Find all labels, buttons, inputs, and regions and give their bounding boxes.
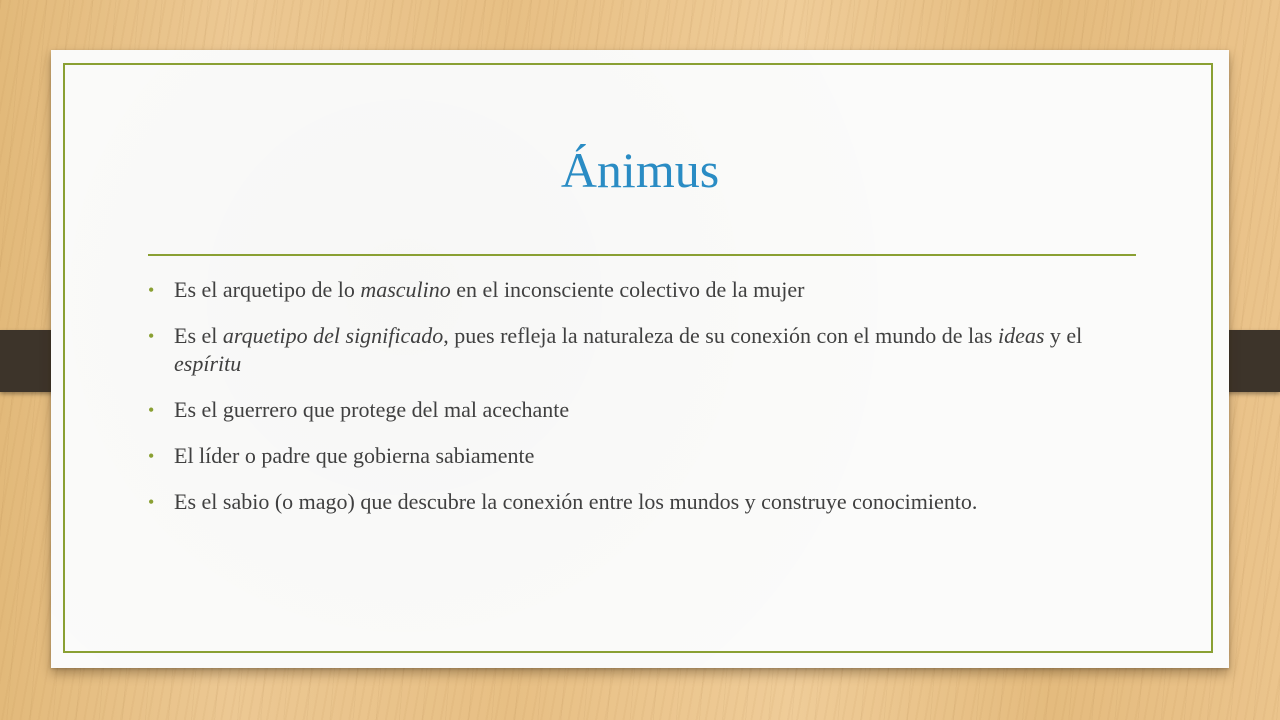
bullet-item	[148, 322, 1148, 378]
bullet-item	[148, 276, 1148, 304]
bullet-dot-icon: •	[148, 400, 155, 420]
bullet-emphasis: ideas	[997, 323, 1045, 348]
bullet-dot-icon: •	[148, 326, 155, 346]
bullet-emphasis: masculino	[360, 277, 451, 302]
bullet-dot-icon: •	[148, 280, 155, 300]
bullet-text: y el	[1044, 323, 1083, 348]
bullet-text: Es el guerrero que protege del mal acechante	[174, 397, 570, 422]
bullet-item	[148, 396, 1148, 424]
title-divider	[148, 254, 1136, 256]
bullet-dot-icon: •	[148, 446, 155, 466]
bullet-text: El líder o padre que gobierna sabiamente	[174, 443, 535, 468]
bullet-emphasis: espíritu	[174, 351, 242, 376]
bullet-dot-icon: •	[148, 492, 155, 512]
bullet-text: en el inconsciente colectivo de la mujer	[450, 277, 805, 302]
slide-title: Ánimus	[560, 142, 720, 198]
bullet-emphasis: arquetipo del significado	[222, 323, 444, 348]
bullet-text: Es el	[174, 323, 223, 348]
slide-paper	[51, 50, 1229, 668]
bullet-text: , pues refleja la naturaleza de su conexión con el mundo de las	[443, 323, 998, 348]
bullet-item	[148, 488, 1148, 516]
bullet-text: Es el sabio (o mago) que descubre la conexión entre los mundos y construye conocimiento.	[174, 489, 978, 514]
bullet-text: Es el arquetipo de lo	[174, 277, 361, 302]
bullet-list	[148, 276, 1148, 534]
bullet-item	[148, 442, 1148, 470]
